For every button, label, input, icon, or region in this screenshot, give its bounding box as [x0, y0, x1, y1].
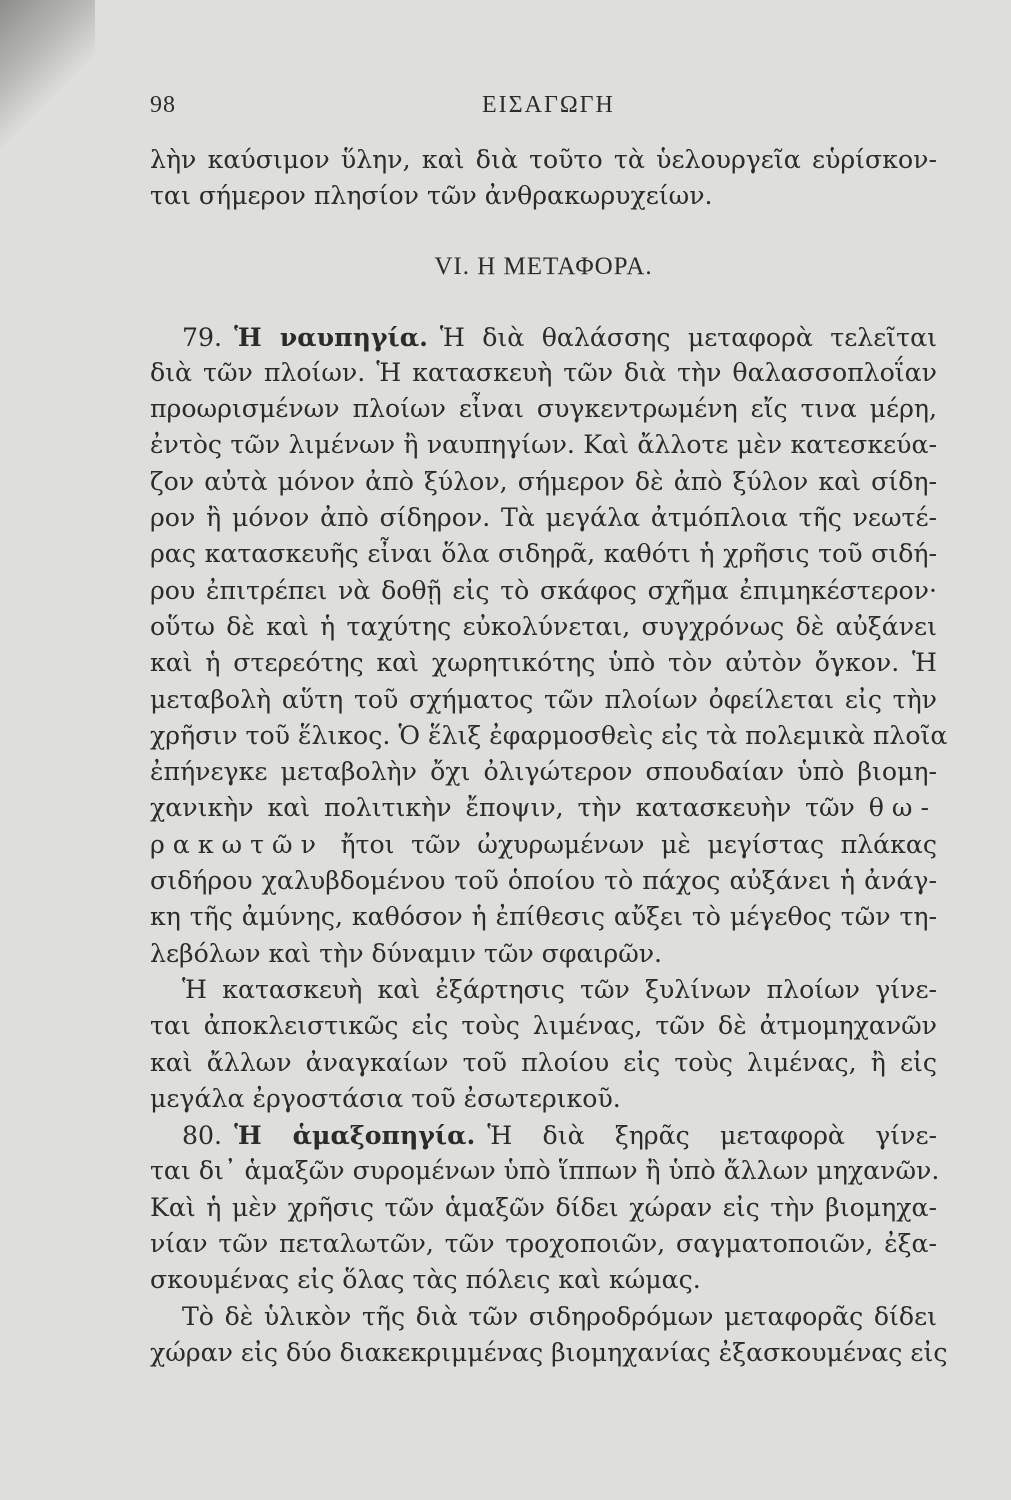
text-line: Καὶ ἡ μὲν χρῆσις τῶν ἁμαξῶν δίδει χώραν εἰς τὴν βιομηχα-	[150, 1192, 937, 1222]
text-fragment: Ἡ διὰ ξηρᾶς μεταφορὰ γίνε-	[487, 1121, 937, 1151]
text-line: Ἡ κατασκευὴ καὶ ἐξάρτησις τῶν ξυλίνων πλοίων γίνε-	[182, 974, 937, 1004]
text-line: χρῆσιν τοῦ ἕλικος. Ὁ ἕλιξ ἐφαρμοσθεὶς εἰς τὰ πολεμικὰ πλοῖα	[150, 720, 948, 750]
spaced-word: ρακωτῶν	[150, 829, 324, 859]
text-line: μεγάλα ἐργοστάσια τοῦ ἐσωτερικοῦ.	[150, 1083, 621, 1113]
text-line: λεβόλων καὶ τὴν δύναμιν τῶν σφαιρῶν.	[150, 938, 663, 968]
text-line: ται σήμερον πλησίον τῶν ἀνθρακωρυχείων.	[150, 181, 713, 211]
paragraph-number: 79.	[182, 322, 223, 352]
text-fragment: Ἡ διὰ θαλάσσης μεταφορὰ τελεῖται	[439, 322, 937, 352]
text-fragment: ἤτοι τῶν ὠχυρωμένων μὲ μεγίστας πλάκας	[340, 829, 937, 859]
text-line: σκουμένας εἰς ὅλας τὰς πόλεις καὶ κώμας.	[150, 1265, 701, 1295]
spacer	[150, 292, 937, 319]
text-line: ἐντὸς τῶν λιμένων ἢ ναυπηγίων. Καὶ ἄλλοτε μὲν κατεσκεύα-	[150, 430, 937, 460]
section-heading: VI. Η ΜΕΤΑΦΟΡΑ.	[434, 252, 653, 280]
text-line: καὶ ἄλλων ἀναγκαίων τοῦ πλοίου εἰς τοὺς λιμένας, ἢ εἰς	[150, 1047, 937, 1077]
text-line: ρου ἐπιτρέπει νὰ δοθῇ εἰς τὸ σκάφος σχῆμα ἐπιμηκέστερον·	[150, 575, 937, 605]
text-line: σιδήρου χαλυβδομένου τοῦ ὁποίου τὸ πάχος αὐξάνει ἡ ἀνάγ-	[150, 866, 937, 896]
paragraph-80-first-line	[150, 1117, 937, 1153]
paragraph-79-first-line	[150, 319, 937, 355]
text-line: ρον ἢ μόνον ἀπὸ σίδηρον. Τὰ μεγάλα ἀτμόπλοια τῆς νεωτέ-	[150, 503, 937, 533]
text-line: ται ἀποκλειστικῶς εἰς τοὺς λιμένας, τῶν δὲ ἀτμομηχανῶν	[150, 1011, 937, 1041]
text-line: λὴν καύσιμον ὕλην, καὶ διὰ τοῦτο τὰ ὑελουργεῖα εὑρίσκον-	[150, 145, 937, 174]
text-line: Τὸ δὲ ὑλικὸν τῆς διὰ τῶν σιδηροδρόμων μεταφορᾶς δίδει	[182, 1301, 937, 1331]
spacer	[150, 215, 937, 242]
paragraph-title: Ἡ ναυπηγία.	[234, 321, 428, 352]
scan-corner-shadow	[0, 0, 95, 150]
text-line: ζον αὐτὰ μόνον ἀπὸ ξύλον, σήμερον δὲ ἀπὸ ξύλον καὶ σίδη-	[150, 466, 937, 496]
text-line: μεταβολὴ αὕτη τοῦ σχήματος τῶν πλοίων ὀφείλεται εἰς τὴν	[150, 684, 937, 714]
text-line-with-spaced-word	[150, 790, 937, 826]
paragraph-number: 80.	[182, 1121, 223, 1151]
running-head	[150, 92, 930, 126]
page-number: 98	[150, 92, 176, 118]
text-line: ρας κατασκευῆς εἶναι ὅλα σιδηρᾶ, καθότι ἡ χρῆσις τοῦ σιδή-	[150, 539, 937, 569]
spaced-word: θω-	[868, 793, 937, 823]
text-line: διὰ τῶν πλοίων. Ἡ κατασκευὴ τῶν διὰ τὴν θαλασσοπλοΐαν	[150, 357, 937, 387]
text-line-with-spaced-word	[150, 827, 937, 863]
text-line: ται δι᾽ ἁμαξῶν συρομένων ὑπὸ ἵππων ἢ ὑπὸ ἄλλων μηχανῶν.	[150, 1156, 940, 1186]
paragraph-title: Ἡ ἁμαξοπηγία.	[234, 1120, 476, 1151]
running-title: ΕΙΣΑΓΩΓΗ	[482, 92, 615, 118]
text-line: κη τῆς ἀμύνης, καθόσον ἡ ἐπίθεσις αὔξει τὸ μέγεθος τῶν τη-	[150, 902, 937, 932]
text-line: χώραν εἰς δύο διακεκριμμένας βιομηχανίας ἐξασκουμένας εἰς	[150, 1337, 948, 1367]
text-fragment: χανικὴν καὶ πολιτικὴν ἔποψιν, τὴν κατασκευὴν τῶν	[150, 793, 855, 823]
text-line: καὶ ἡ στερεότης καὶ χωρητικότης ὑπὸ τὸν αὐτὸν ὄγκον. Ἡ	[150, 648, 937, 678]
text-line: νίαν τῶν πεταλωτῶν, τῶν τροχοποιῶν, σαγματοποιῶν, ἐξα-	[150, 1229, 937, 1259]
text-line: οὕτω δὲ καὶ ἡ ταχύτης εὐκολύνεται, συγχρόνως δὲ αὐξάνει	[150, 611, 937, 641]
text-line: προωρισμένων πλοίων εἶναι συγκεντρωμένη εἴς τινα μέρη,	[150, 394, 937, 424]
text-line: ἐπήνεγκε μεταβολὴν ὄχι ὀλιγώτερον σπουδαίαν ὑπὸ βιομη-	[150, 757, 937, 787]
body-text	[150, 142, 948, 1371]
